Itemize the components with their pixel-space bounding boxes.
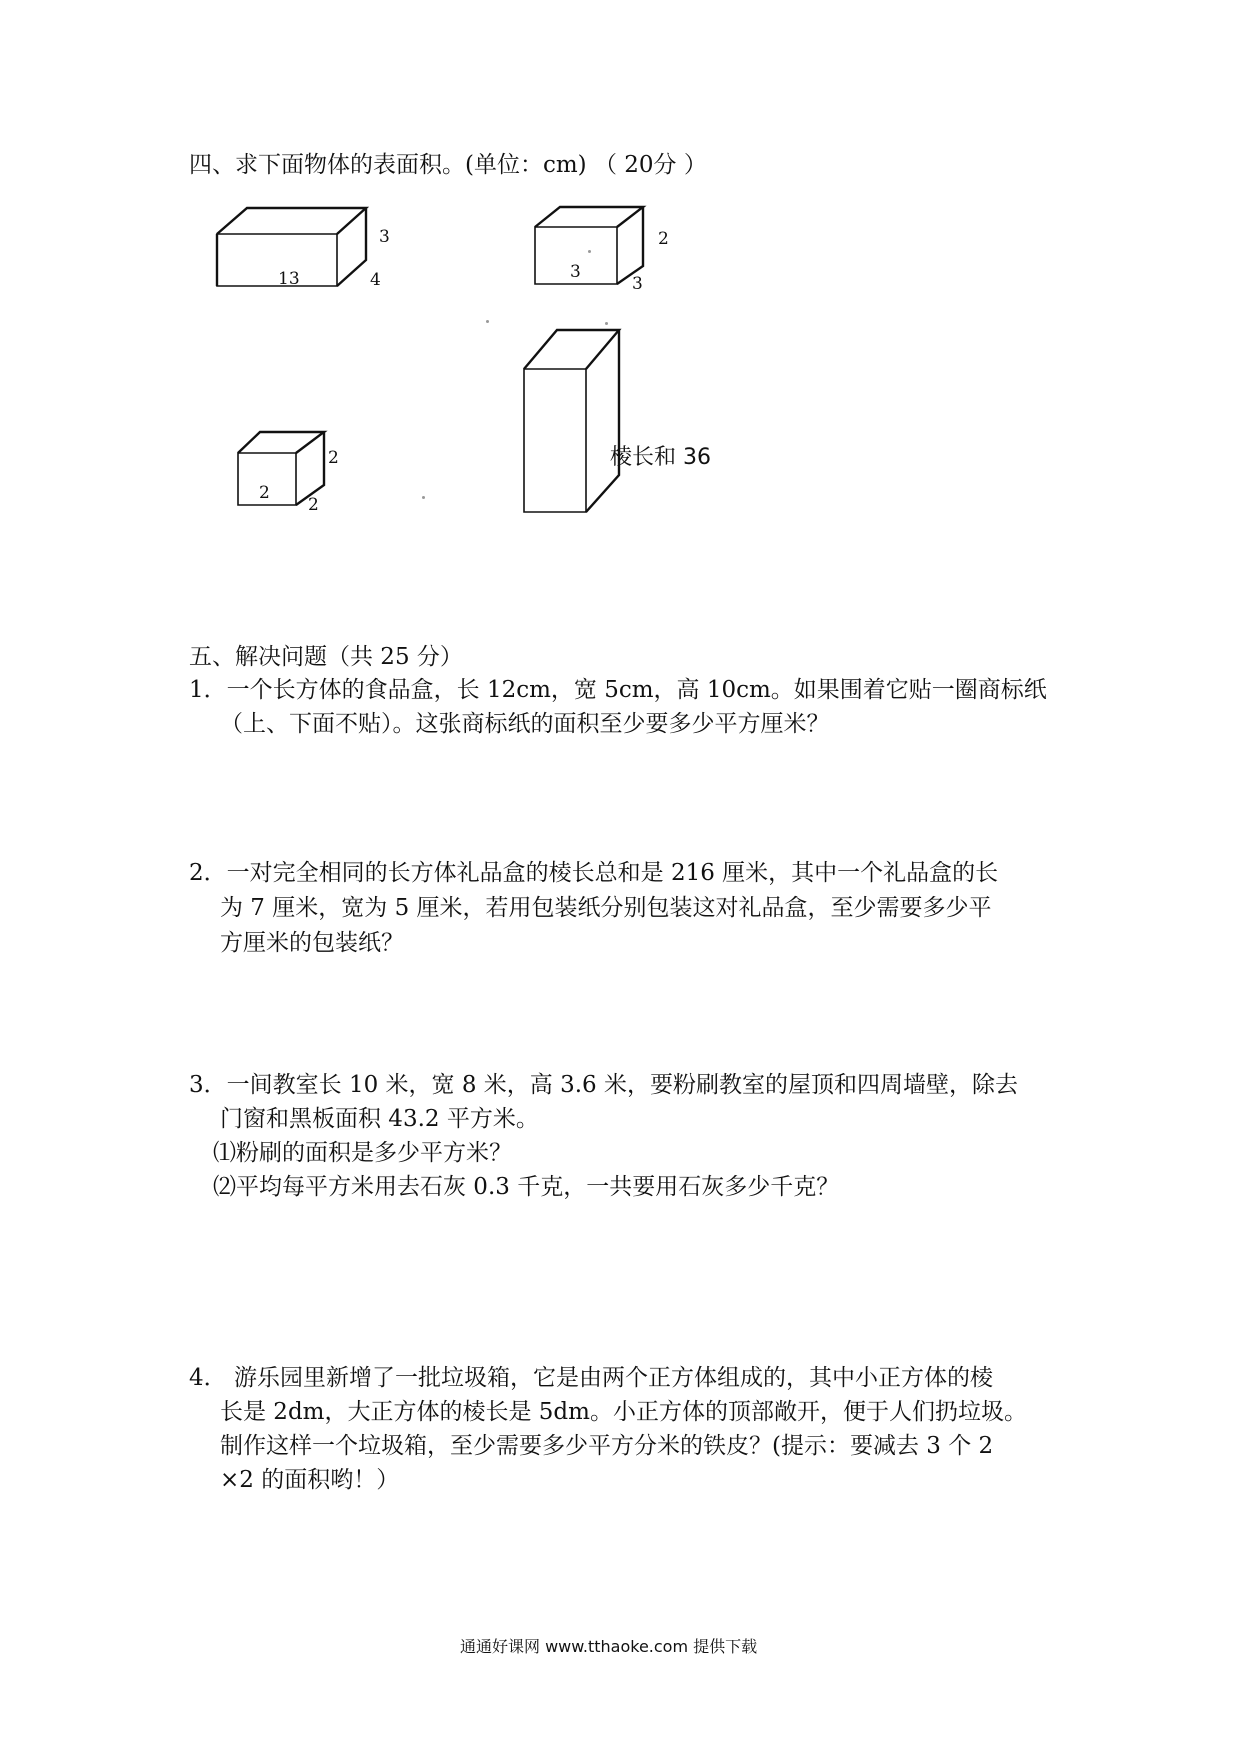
q2-line2: 为 7 厘米，宽为 5 厘米，若用包装纸分别包装这对礼品盒，至少需要多少平	[220, 895, 992, 921]
scan-speck	[422, 496, 425, 499]
cuboid-2-height-label: 2	[658, 229, 669, 249]
cuboid-figure-2	[530, 200, 670, 300]
q1-line2: （上、下面不贴）。这张商标纸的面积至少要多少平方厘米？	[220, 711, 830, 737]
scan-speck	[486, 320, 489, 323]
cube-3-height-label: 2	[328, 448, 339, 468]
q4-line4: ×2 的面积哟！）	[220, 1467, 400, 1493]
cube-figure-3	[230, 425, 340, 525]
cube-3-width-label: 2	[308, 495, 319, 515]
section5-heading: 五、解决问题（共 25 分）	[189, 644, 463, 670]
cuboid-1-width-label: 4	[370, 270, 381, 290]
q2-line3: 方厘米的包装纸？	[220, 930, 404, 956]
q4-line2: 长是 2dm，大正方体的棱长是 5dm。小正方体的顶部敞开，便于人们扔垃圾。	[220, 1399, 1027, 1425]
q3-line2: 门窗和黑板面积 43.2 平方米。	[220, 1106, 539, 1132]
scan-speck	[588, 250, 591, 253]
cuboid-2-length-label: 3	[570, 262, 581, 282]
section4-heading: 四、求下面物体的表面积。(单位：cm) （ 20分 ）	[189, 152, 707, 178]
cube-3-length-label: 2	[259, 483, 270, 503]
cuboid-1-height-label: 3	[379, 227, 390, 247]
cuboid-2-width-label: 3	[632, 274, 643, 294]
footer-credit: 通通好课网 www.tthaoke.com 提供下载	[460, 1637, 758, 1656]
q3-line1: 3．一间教室长 10 米，宽 8 米，高 3.6 米，要粉刷教室的屋顶和四周墙壁，除去	[189, 1072, 1018, 1098]
cube-edge-sum-36-figure	[520, 325, 640, 515]
q3-sub2: ⑵平均每平方米用去石灰 0.3 千克，一共要用石灰多少千克？	[213, 1174, 840, 1200]
scan-speck	[605, 322, 608, 325]
cube-4-note: 棱长和 36	[610, 445, 711, 470]
q3-sub1: ⑴粉刷的面积是多少平方米？	[213, 1140, 512, 1166]
q2-line1: 2．一对完全相同的长方体礼品盒的棱长总和是 216 厘米，其中一个礼品盒的长	[189, 860, 999, 886]
q1-line1: 1．一个长方体的食品盒，长 12cm，宽 5cm，高 10cm。如果围着它贴一圈商标纸	[189, 677, 1047, 703]
q4-line1: 4． 游乐园里新增了一批垃圾箱，它是由两个正方体组成的，其中小正方体的棱	[189, 1365, 993, 1391]
q4-line3: 制作这样一个垃圾箱，至少需要多少平方分米的铁皮？(提示：要减去 3 个 2	[220, 1433, 994, 1459]
cuboid-1-length-label: 13	[278, 269, 300, 289]
